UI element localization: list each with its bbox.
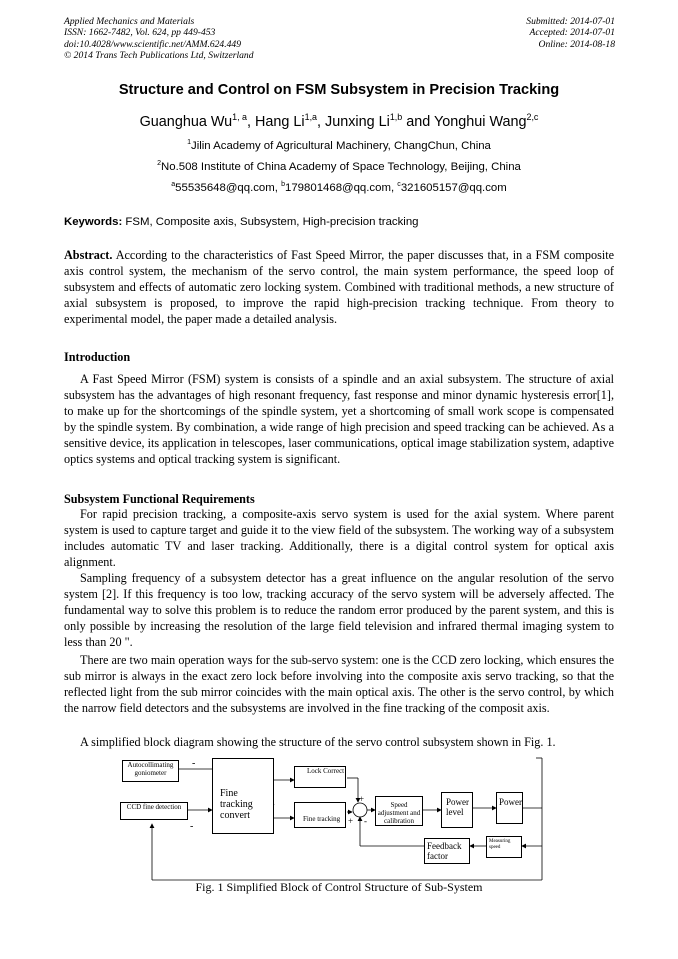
journal-copyright: © 2014 Trans Tech Publications Ltd, Switzerland bbox=[64, 50, 254, 62]
figure-1 bbox=[110, 750, 560, 882]
aff2-sup: 2 bbox=[157, 159, 162, 167]
requirements-paragraph-3: There are two main operation ways for the sub-servo system: one is the CCD zero locking, which ensures the sub mirror is always in the exact zero lock before involving into the composite axis servo tracking, so that the reflected light from the sub mirror coincides with the main optical axis. The other is the servo control, by which the narrow field detectors and the subsystems are involved in the fine tracking of the composit axis. bbox=[64, 653, 614, 715]
speed-adjust-label: Speed adjustment and calibration bbox=[377, 801, 421, 825]
date-submitted: Submitted: 2014-07-01 bbox=[526, 16, 615, 27]
paper-title: Structure and Control on FSM Subsystem in Precision Tracking bbox=[118, 82, 560, 98]
date-accepted: Accepted: 2014-07-01 bbox=[529, 27, 615, 39]
sign-minus-top: - bbox=[192, 758, 196, 769]
speed-adjust-box bbox=[375, 796, 423, 826]
journal-doi[interactable]: doi:10.4028/www.scientific.net/AMM.624.449 bbox=[64, 38, 242, 50]
requirements-paragraph-2: Sampling frequency of a subsystem detector has a great influence on the angular resolution of the servo system [2]. If this frequency is too low, tracking accuracy of the servo system will be adversely affected. The fundamental way to solve this problem is to reduce the random error produced by the parent system, and this is only possible by increasing the resolution of the large field television and infrared thermal imaging system to less than 20 ". bbox=[64, 571, 614, 649]
author-2-sup: 1,a bbox=[304, 112, 318, 123]
author-4-sup: 2,c bbox=[526, 112, 539, 123]
keywords-text: FSM, Composite axis, Subsystem, High-precision tracking bbox=[122, 216, 419, 228]
author-3: , Junxing Li bbox=[317, 114, 390, 130]
aff2-text: No.508 Institute of China Academy of Space Technology, Beijing, China bbox=[161, 161, 521, 173]
keywords bbox=[64, 216, 624, 228]
email-b-sup: b bbox=[281, 180, 286, 188]
lock-box bbox=[294, 766, 346, 788]
author-list bbox=[0, 114, 678, 130]
aff1-sup: 1 bbox=[187, 138, 191, 146]
email-b[interactable]: 179801468@qq.com, bbox=[285, 182, 398, 194]
sign-minus-feedback: - bbox=[364, 816, 367, 826]
journal-name: Applied Mechanics and Materials bbox=[64, 16, 195, 27]
fine-label: Fine tracking bbox=[303, 815, 341, 823]
lock-label: Lock Correct bbox=[307, 767, 345, 775]
introduction-paragraph: A Fast Speed Mirror (FSM) system is consists of a spindle and an axial subsystem. The structure of axial subsystem has the advantages of high resonant frequency, fast response and minor dynamic hysteresis error[1], to make up for the shortcomings of the spindle system, yet a shortcoming of small work scope is compensated by the spindle system. By combination, a wide range of high precision and speed tracking can be achieved. As a sensitive device, its application in telescopes, laser communications, optical image stabilization system, adaptive optics systems and optical tracking system is significant. bbox=[64, 372, 614, 466]
summing-junction bbox=[353, 803, 367, 817]
email-a[interactable]: 55535648@qq.com, bbox=[175, 182, 282, 194]
feedback-label: Feedback factor bbox=[427, 841, 462, 861]
requirements-heading: Subsystem Functional Requirements bbox=[64, 492, 255, 506]
power-box bbox=[496, 792, 523, 824]
power-label: Power bbox=[499, 797, 522, 807]
email-a-sup: a bbox=[171, 180, 176, 188]
author-2: , Hang Li bbox=[247, 114, 305, 130]
email-c[interactable]: 321605157@qq.com bbox=[400, 182, 507, 194]
power-level-box bbox=[441, 792, 473, 828]
feedback-box bbox=[424, 838, 470, 864]
introduction-heading: Introduction bbox=[64, 350, 131, 364]
figure-1-caption: Fig. 1 Simplified Block of Control Structure of Sub-System bbox=[195, 880, 483, 894]
sign-plus-left: + bbox=[348, 816, 354, 826]
sign-plus-top: + bbox=[359, 794, 365, 804]
fine-box bbox=[294, 802, 346, 828]
keywords-label: Keywords: bbox=[64, 216, 123, 228]
aff1-text: Jilin Academy of Agricultural Machinery, ChangChun, China bbox=[191, 140, 491, 152]
abstract bbox=[64, 248, 614, 328]
dates bbox=[526, 16, 615, 50]
sign-minus-ccd: - bbox=[190, 821, 194, 832]
ccd-label: CCD fine detection bbox=[126, 803, 182, 811]
measuring-box bbox=[486, 836, 522, 858]
requirements-paragraph-4: A simplified block diagram showing the structure of the servo control subsystem shown in Fig. 1. bbox=[80, 735, 556, 749]
email-list bbox=[0, 182, 678, 194]
affiliation-2 bbox=[0, 161, 678, 173]
journal-issn: ISSN: 1662-7482, Vol. 624, pp 449-453 bbox=[64, 27, 216, 39]
journal-info bbox=[64, 16, 254, 62]
affiliation-1 bbox=[0, 140, 678, 152]
ccd-box bbox=[120, 802, 188, 820]
author-4: and Yonghui Wang bbox=[402, 114, 527, 130]
author-1-sup: 1, a bbox=[232, 112, 248, 123]
author-1: Guanghua Wu bbox=[139, 114, 233, 130]
email-c-sup: c bbox=[397, 180, 401, 188]
fine-convert-label: Fine tracking convert bbox=[220, 788, 253, 821]
measuring-label: Measuring speed bbox=[489, 839, 511, 850]
power-level-label: Power level bbox=[446, 797, 469, 817]
requirements-paragraph-1: For rapid precision tracking, a composite-axis servo system is used for the axial system. Where parent system is used to capture target and guide it to the view field of the subsystem. The working way of a subsystem includes automatic TV and laser tracking. Additionally, there is a digital control system for optical axis alignment. bbox=[64, 507, 614, 569]
abstract-label: Abstract. bbox=[64, 248, 113, 262]
autocollimating-box bbox=[122, 760, 179, 782]
autocollimating-label: Autocollimating goniometer bbox=[127, 761, 174, 777]
abstract-text: According to the characteristics of Fast Speed Mirror, the paper discusses that, in a FSM composite axis control system, the mechanism of the servo control, the main system performance, the speed loop of subsystem and effects of automatic zero locking system. Combined with traditional methods, a new structure of axial subsystem is proposed, to improve the rapid high-precision tracking technique. From theory to experimental model, the paper made a detailed analysis. bbox=[64, 248, 614, 326]
date-online: Online: 2014-08-18 bbox=[538, 38, 615, 50]
author-3-sup: 1,b bbox=[389, 112, 403, 123]
